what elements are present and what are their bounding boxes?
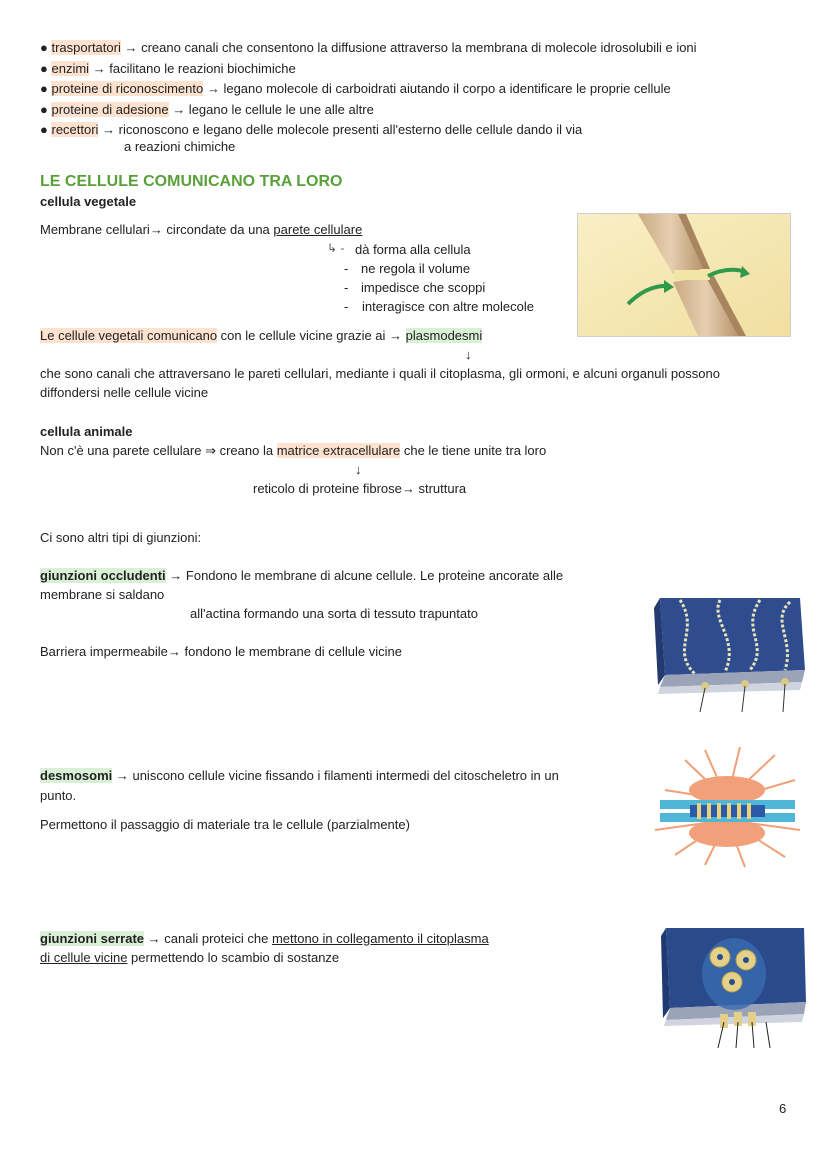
branch-arrow: ↳ - xyxy=(327,241,345,255)
plasmodesmi-illustration xyxy=(578,214,790,336)
vegetale-line4: diffondersi nelle cellule vicine xyxy=(40,385,209,400)
matrice-extracellulare: matrice extracellulare xyxy=(276,443,401,458)
serrate-line2 xyxy=(40,950,339,965)
term-enzimi: enzimi xyxy=(51,61,90,76)
intro-text: → creano canali che consentono la diffusione attraverso la membrana di molecole idrosolubili e ioni xyxy=(120,40,697,55)
desmosomi-line1 xyxy=(40,768,559,783)
animale-heading: cellula animale xyxy=(40,424,133,439)
term-trasportatori: trasportatori xyxy=(51,40,121,55)
intro-item-1 xyxy=(40,40,697,55)
intro-text: → riconoscono e legano delle molecole presenti all'esterno delle cellule dando il via xyxy=(98,122,583,137)
occludenti-text: → Fondono le membrane di alcune cellule. Le proteine ancorate alle xyxy=(165,568,564,583)
occludenti-illustration xyxy=(650,590,810,715)
vegetale-line3: che sono canali che attraversano le pareti cellulari, mediante i quali il citoplasma, gli ormoni, e alcuni organuli possono xyxy=(40,366,720,381)
bullet: ● xyxy=(40,40,48,55)
bullet: ● xyxy=(40,61,48,76)
term-occludenti: giunzioni occludenti xyxy=(40,568,166,583)
vegetale-line2 xyxy=(40,328,482,343)
animale-line1-text: Non c'è una parete cellulare ⇒ creano la xyxy=(40,443,277,458)
bullet: ● xyxy=(40,102,48,117)
serrate-illustration xyxy=(658,922,810,1050)
animale-line1-tail: che le tiene unite tra loro xyxy=(400,443,547,458)
sub-item-2: ne regola il volume xyxy=(361,261,471,276)
occludenti-line2: membrane si saldano xyxy=(40,587,165,602)
intro-item-4 xyxy=(40,102,374,117)
desmosomi-line3: Permettono il passaggio di materiale tra le cellule (parzialmente) xyxy=(40,817,410,832)
section-title: LE CELLULE COMUNICANO TRA LORO xyxy=(40,173,343,190)
bullet: ● xyxy=(40,81,48,96)
dash: - xyxy=(344,261,349,276)
vegetale-heading: cellula vegetale xyxy=(40,194,137,209)
term-serrate: giunzioni serrate xyxy=(40,931,145,946)
sub-item-4: interagisce con altre molecole xyxy=(362,299,534,314)
serrate-underlined: mettono in collegamento il citoplasma xyxy=(271,931,489,946)
term-proteine-riconoscimento: proteine di riconoscimento xyxy=(51,81,204,96)
serrate-image xyxy=(658,922,810,1050)
occludenti-line4: Barriera impermeabile→ fondono le membrane di cellule vicine xyxy=(40,644,403,659)
plasmodesmi-image xyxy=(577,213,791,337)
intro-continuation: a reazioni chimiche xyxy=(124,139,236,154)
desmosomi-illustration xyxy=(645,745,810,870)
term-proteine-adesione: proteine di adesione xyxy=(51,102,169,117)
intro-text: → legano le cellule le une alle altre xyxy=(168,102,374,117)
occludenti-image xyxy=(650,590,810,715)
serrate-line2-text: permettendo lo scambio di sostanze xyxy=(127,950,340,965)
sub-item-1: dà forma alla cellula xyxy=(355,242,471,257)
page-number: 6 xyxy=(779,1101,787,1116)
serrate-text: → canali proteici che xyxy=(144,931,272,946)
vegetale-line1 xyxy=(40,222,362,237)
vegetale-line2-text: con le cellule vicine grazie ai → xyxy=(217,328,406,343)
giunzioni-intro: Ci sono altri tipi di giunzioni: xyxy=(40,530,202,545)
desmosomi-line2: punto. xyxy=(40,788,77,803)
desmosomi-text: → uniscono cellule vicine fissando i filamenti intermedi del citoscheletro in un xyxy=(112,768,559,783)
dash: - xyxy=(344,299,349,314)
animale-line2: reticolo di proteine fibrose→ struttura xyxy=(253,481,467,496)
dash: - xyxy=(344,280,349,295)
intro-text: → facilitano le reazioni biochimiche xyxy=(89,61,296,76)
vegetale-line1-text: Membrane cellulari→ circondate da una xyxy=(40,222,274,237)
cellule-vicine: di cellule vicine xyxy=(40,950,128,965)
intro-item-5 xyxy=(40,122,582,137)
plasmodesmi: plasmodesmi xyxy=(405,328,483,343)
down-arrow: ↓ xyxy=(465,347,472,362)
intro-text: → legano molecole di carboidrati aiutando il corpo a identificare le proprie cellule xyxy=(203,81,671,96)
intro-item-2 xyxy=(40,61,296,76)
term-desmosomi: desmosomi xyxy=(40,768,113,783)
vegetali-comunicano: Le cellule vegetali comunicano xyxy=(40,328,218,343)
down-arrow: ↓ xyxy=(355,462,362,477)
sub-item-3: impedisce che scoppi xyxy=(361,280,486,295)
bullet: ● xyxy=(40,122,48,137)
term-recettori: recettori xyxy=(51,122,99,137)
desmosomi-image xyxy=(645,745,810,870)
animale-line1 xyxy=(40,443,546,459)
occludenti-line1 xyxy=(40,568,563,583)
intro-item-3 xyxy=(40,81,671,96)
serrate-line1 xyxy=(40,931,489,946)
parete-cellulare: parete cellulare xyxy=(273,222,363,237)
occludenti-line3: all'actina formando una sorta di tessuto trapuntato xyxy=(190,606,478,621)
